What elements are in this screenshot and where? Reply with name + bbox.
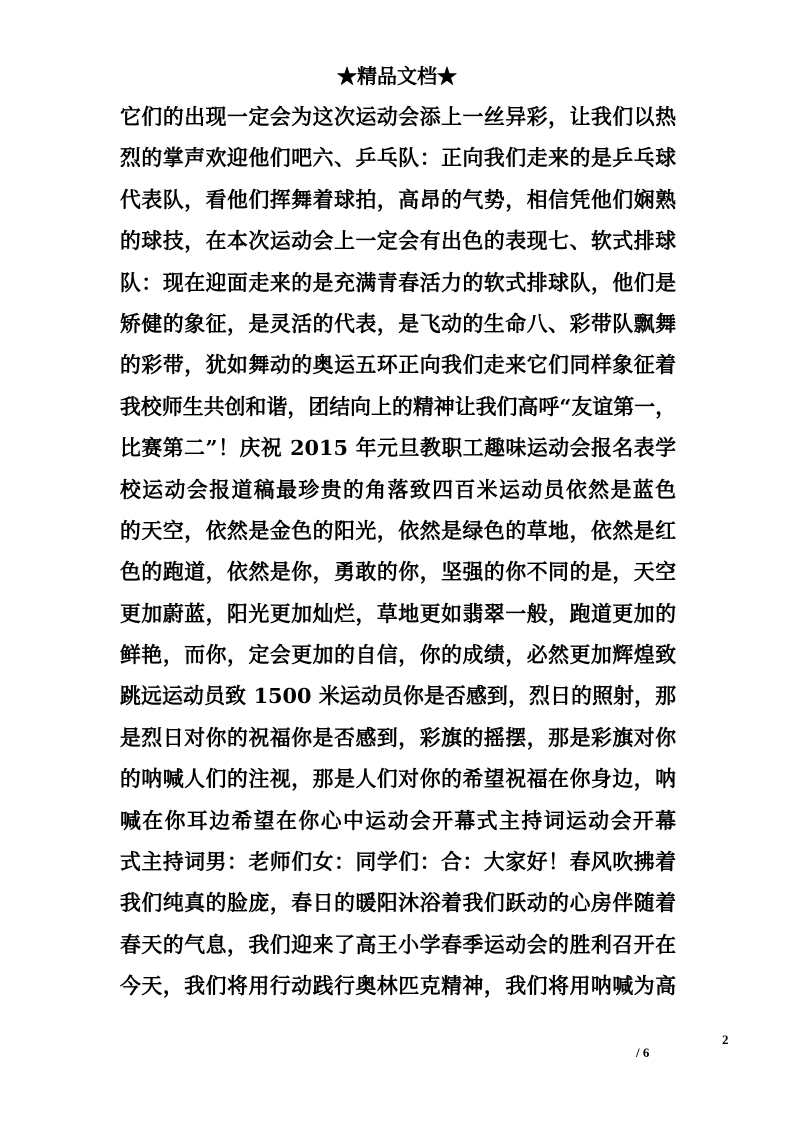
- page-total: / 6: [636, 1045, 650, 1060]
- body-line: 春天的气息，我们迎来了高王小学春季运动会的胜利召开在: [120, 931, 676, 957]
- body-line: 烈的掌声欢迎他们吧六、乒乓队：正向我们走来的是乒乓球: [120, 145, 676, 171]
- body-line: 矫健的象征，是灵活的代表，是飞动的生命八、彩带队飘舞: [120, 310, 676, 336]
- body-line: 色的跑道，依然是你，勇敢的你，坚强的你不同的是，天空: [120, 559, 676, 585]
- body-line: 的彩带，犹如舞动的奥运五环正向我们走来它们同样象征着: [120, 352, 676, 378]
- body-line: 今天，我们将用行动践行奥林匹克精神，我们将用呐喊为高: [120, 973, 676, 999]
- body-line: 代表队，看他们挥舞着球拍，高昂的气势，相信凭他们娴熟: [120, 186, 676, 212]
- body-line: 式主持词男：老师们女：同学们：合：大家好！春风吹拂着: [120, 849, 676, 875]
- page-number: 2: [722, 1032, 729, 1047]
- body-line: 比赛第二”！庆祝 2015 年元旦教职工趣味运动会报名表学: [120, 435, 676, 461]
- body-line: 的球技，在本次运动会上一定会有出色的表现七、软式排球: [120, 228, 676, 254]
- body-line: 更加蔚蓝，阳光更加灿烂，草地更如翡翠一般，跑道更加的: [120, 600, 676, 626]
- body-line: 校运动会报道稿最珍贵的角落致四百米运动员依然是蓝色: [120, 476, 676, 502]
- body-line: 队：现在迎面走来的是充满青春活力的软式排球队，他们是: [120, 269, 676, 295]
- body-line: 的呐喊人们的注视，那是人们对你的希望祝福在你身边，呐: [120, 766, 676, 792]
- body-line: 跳远运动员致 1500 米运动员你是否感到，烈日的照射，那: [120, 683, 676, 709]
- body-line: 是烈日对你的祝福你是否感到，彩旗的摇摆，那是彩旗对你: [120, 724, 676, 750]
- body-line: 鲜艳，而你，定会更加的自信，你的成绩，必然更加辉煌致: [120, 642, 676, 668]
- body-line: 我校师生共创和谐，团结向上的精神让我们高呼“友谊第一，: [120, 393, 676, 419]
- body-line: 它们的出现一定会为这次运动会添上一丝异彩，让我们以热: [120, 104, 676, 129]
- body-line: 我们纯真的脸庞，春日的暖阳沐浴着我们跃动的心房伴随着: [120, 890, 676, 916]
- document-body: [120, 96, 676, 1007]
- body-line: 的天空，依然是金色的阳光，依然是绿色的草地，依然是红: [120, 517, 676, 543]
- document-header-title: ★精品文档★: [337, 64, 457, 88]
- body-line: 喊在你耳边希望在你心中运动会开幕式主持词运动会开幕: [120, 807, 676, 833]
